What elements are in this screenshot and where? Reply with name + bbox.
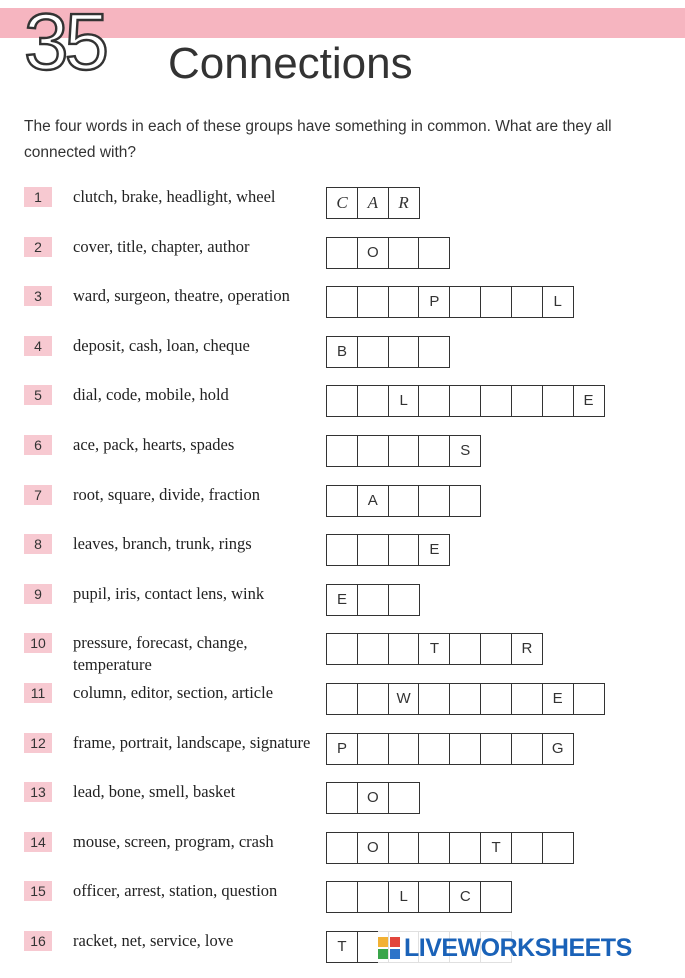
answer-cell[interactable] bbox=[326, 832, 358, 864]
answer-cell[interactable] bbox=[388, 336, 420, 368]
exercise-row bbox=[0, 681, 685, 730]
clue-words: root, square, divide, fraction bbox=[73, 484, 260, 504]
answer-grid bbox=[326, 733, 574, 765]
exercise-row bbox=[0, 235, 685, 284]
item-number-badge: 8 bbox=[24, 534, 52, 554]
answer-grid bbox=[326, 534, 450, 566]
exercise-row bbox=[0, 780, 685, 829]
answer-cell[interactable] bbox=[357, 286, 389, 318]
answer-cell[interactable] bbox=[326, 435, 358, 467]
clue-words: pupil, iris, contact lens, wink bbox=[73, 583, 265, 603]
answer-cell[interactable] bbox=[388, 832, 420, 864]
answer-cell[interactable] bbox=[388, 733, 420, 765]
answer-cell[interactable]: S bbox=[449, 435, 481, 467]
answer-cell[interactable]: T bbox=[326, 931, 358, 963]
exercise-row bbox=[0, 483, 685, 532]
item-number-badge: 11 bbox=[24, 683, 52, 703]
exercise-row bbox=[0, 334, 685, 383]
answer-cell[interactable] bbox=[480, 385, 512, 417]
answer-cell[interactable]: C bbox=[449, 881, 481, 913]
answer-cell[interactable] bbox=[511, 832, 543, 864]
answer-grid bbox=[326, 485, 481, 517]
answer-cell[interactable]: L bbox=[388, 881, 420, 913]
answer-grid bbox=[326, 584, 420, 616]
answer-grid bbox=[326, 237, 450, 269]
item-number-badge: 9 bbox=[24, 584, 52, 604]
clue-words: ace, pack, hearts, spades bbox=[73, 435, 235, 454]
item-number-badge: 2 bbox=[24, 237, 52, 257]
item-number-badge: 13 bbox=[24, 782, 52, 802]
answer-cell[interactable] bbox=[388, 782, 420, 814]
answer-cell[interactable] bbox=[418, 237, 450, 269]
exercise-row bbox=[0, 631, 685, 680]
answer-cell[interactable]: E bbox=[573, 385, 605, 417]
answer-grid bbox=[326, 881, 512, 913]
answer-cell[interactable]: E bbox=[326, 584, 358, 616]
answer-cell[interactable] bbox=[326, 633, 358, 665]
answer-cell[interactable]: L bbox=[542, 286, 574, 318]
exercise-row bbox=[0, 383, 685, 432]
item-number-badge: 7 bbox=[24, 485, 52, 505]
item-number-badge: 15 bbox=[24, 881, 52, 901]
answer-cell[interactable] bbox=[449, 633, 481, 665]
answer-cell[interactable]: R bbox=[511, 633, 543, 665]
answer-cell[interactable] bbox=[326, 782, 358, 814]
answer-cell[interactable] bbox=[326, 534, 358, 566]
answer-cell[interactable] bbox=[388, 534, 420, 566]
answer-cell[interactable] bbox=[388, 485, 420, 517]
answer-cell[interactable]: L bbox=[388, 385, 420, 417]
answer-cell[interactable] bbox=[388, 286, 420, 318]
answer-cell[interactable] bbox=[480, 286, 512, 318]
clue-words: leaves, branch, trunk, rings bbox=[73, 534, 252, 554]
answer-cell[interactable] bbox=[357, 584, 389, 616]
answer-cell[interactable] bbox=[326, 485, 358, 517]
answer-cell[interactable]: P bbox=[326, 733, 358, 765]
answer-cell[interactable] bbox=[418, 336, 450, 368]
answer-cell[interactable] bbox=[357, 385, 389, 417]
answer-cell[interactable]: E bbox=[418, 534, 450, 566]
page-title: Connections bbox=[168, 39, 413, 88]
answer-cell[interactable] bbox=[480, 683, 512, 715]
answer-cell[interactable] bbox=[418, 881, 450, 913]
answer-cell[interactable] bbox=[326, 881, 358, 913]
answer-cell[interactable]: C bbox=[326, 187, 358, 219]
item-number-badge: 3 bbox=[24, 286, 52, 306]
answer-cell[interactable]: E bbox=[542, 683, 574, 715]
answer-cell[interactable] bbox=[480, 633, 512, 665]
answer-grid bbox=[326, 782, 420, 814]
item-number-badge: 5 bbox=[24, 385, 52, 405]
clue-words: cover, title, chapter, author bbox=[73, 236, 250, 256]
answer-grid bbox=[326, 336, 450, 368]
clue-words: lead, bone, smell, basket bbox=[73, 782, 236, 802]
answer-cell[interactable]: A bbox=[357, 485, 389, 517]
exercise-row bbox=[0, 830, 685, 879]
answer-cell[interactable] bbox=[449, 286, 481, 318]
answer-cell[interactable] bbox=[449, 485, 481, 517]
item-number-badge: 16 bbox=[24, 931, 52, 951]
answer-grid bbox=[326, 683, 605, 715]
answer-cell[interactable] bbox=[357, 435, 389, 467]
answer-cell[interactable] bbox=[449, 385, 481, 417]
exercise-row bbox=[0, 582, 685, 631]
answer-cell[interactable]: G bbox=[542, 733, 574, 765]
item-number-badge: 4 bbox=[24, 336, 52, 356]
answer-cell[interactable] bbox=[480, 733, 512, 765]
clue-words: frame, portrait, landscape, signature bbox=[73, 732, 311, 752]
answer-cell[interactable]: T bbox=[418, 633, 450, 665]
answer-cell[interactable] bbox=[511, 286, 543, 318]
exercise-row bbox=[0, 879, 685, 928]
answer-cell[interactable]: A bbox=[357, 187, 389, 219]
exercise-row bbox=[0, 532, 685, 581]
answer-cell[interactable] bbox=[357, 534, 389, 566]
item-number-badge: 6 bbox=[24, 435, 52, 455]
liveworksheets-logo bbox=[378, 930, 632, 966]
clue-words: officer, arrest, station, question bbox=[73, 881, 278, 901]
answer-cell[interactable]: R bbox=[388, 187, 420, 219]
unit-number: 35 bbox=[24, 0, 105, 86]
answer-cell[interactable] bbox=[388, 633, 420, 665]
instructions: The four words in each of these groups have something in common. What are they all connected with? bbox=[24, 118, 612, 161]
answer-cell[interactable] bbox=[326, 683, 358, 715]
exercise-row bbox=[0, 284, 685, 333]
answer-cell[interactable]: B bbox=[326, 336, 358, 368]
answer-grid bbox=[326, 435, 481, 467]
answer-cell[interactable]: O bbox=[357, 782, 389, 814]
answer-grid bbox=[326, 385, 605, 417]
answer-cell[interactable] bbox=[449, 832, 481, 864]
answer-cell[interactable] bbox=[542, 832, 574, 864]
answer-cell[interactable] bbox=[388, 584, 420, 616]
answer-cell[interactable] bbox=[511, 683, 543, 715]
answer-cell[interactable] bbox=[357, 633, 389, 665]
clue-words: ward, surgeon, theatre, operation bbox=[73, 286, 290, 306]
answer-cell[interactable] bbox=[449, 733, 481, 765]
clue-words: deposit, cash, loan, cheque bbox=[73, 335, 250, 355]
item-number-badge: 1 bbox=[24, 187, 52, 207]
answer-cell[interactable] bbox=[418, 683, 450, 715]
item-number-badge: 10 bbox=[24, 633, 52, 653]
answer-cell[interactable] bbox=[418, 385, 450, 417]
clue-words: dial, code, mobile, hold bbox=[73, 385, 229, 405]
liveworksheets-logo-icon bbox=[378, 937, 400, 959]
answer-cell[interactable] bbox=[388, 435, 420, 467]
clue-words: clutch, brake, headlight, wheel bbox=[73, 187, 276, 206]
exercise-row bbox=[0, 433, 685, 482]
answer-cell[interactable]: W bbox=[388, 683, 420, 715]
answer-cell[interactable] bbox=[418, 485, 450, 517]
clue-words: pressure, forecast, change, temperature bbox=[73, 633, 248, 675]
item-number-badge: 14 bbox=[24, 832, 52, 852]
answer-cell[interactable] bbox=[357, 336, 389, 368]
answer-cell[interactable] bbox=[388, 237, 420, 269]
answer-cell[interactable]: T bbox=[480, 832, 512, 864]
exercise-row bbox=[0, 731, 685, 780]
answer-cell[interactable]: O bbox=[357, 832, 389, 864]
clue-words: racket, net, service, love bbox=[73, 931, 234, 950]
answer-cell[interactable] bbox=[449, 683, 481, 715]
liveworksheets-watermark: LIVEWORKSHEETS bbox=[404, 933, 632, 962]
answer-cell[interactable]: P bbox=[418, 286, 450, 318]
answer-cell[interactable] bbox=[326, 237, 358, 269]
answer-grid bbox=[326, 286, 574, 318]
answer-cell[interactable] bbox=[357, 683, 389, 715]
clue-words: column, editor, section, article bbox=[73, 683, 274, 702]
answer-cell[interactable] bbox=[326, 286, 358, 318]
answer-cell[interactable] bbox=[511, 733, 543, 765]
answer-cell[interactable] bbox=[573, 683, 605, 715]
answer-cell[interactable] bbox=[418, 733, 450, 765]
answer-grid bbox=[326, 633, 543, 665]
answer-cell[interactable] bbox=[418, 832, 450, 864]
answer-cell[interactable] bbox=[542, 385, 574, 417]
exercise-row bbox=[0, 185, 685, 234]
answer-grid bbox=[326, 187, 420, 219]
clue-words: mouse, screen, program, crash bbox=[73, 831, 274, 851]
answer-cell[interactable] bbox=[418, 435, 450, 467]
answer-cell[interactable] bbox=[480, 881, 512, 913]
answer-grid bbox=[326, 832, 574, 864]
answer-cell[interactable]: O bbox=[357, 237, 389, 269]
answer-cell[interactable] bbox=[511, 385, 543, 417]
answer-cell[interactable] bbox=[357, 881, 389, 913]
answer-cell[interactable] bbox=[357, 733, 389, 765]
answer-cell[interactable] bbox=[326, 385, 358, 417]
item-number-badge: 12 bbox=[24, 733, 52, 753]
